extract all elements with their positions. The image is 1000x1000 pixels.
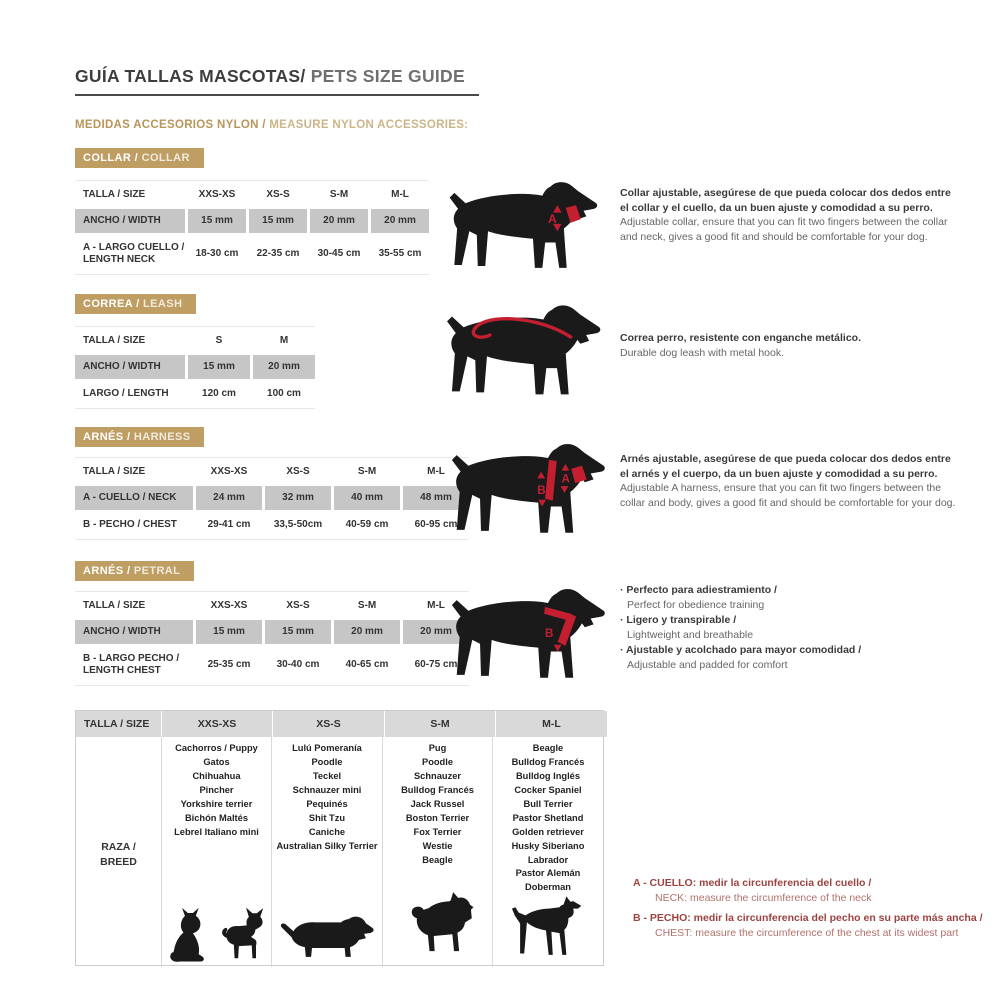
petral-bullet [620, 613, 960, 643]
collar-size-table [75, 180, 429, 275]
note-chest-en: CHEST: measure the circumference of the chest at its widest part [655, 927, 959, 940]
petral-bullet [620, 583, 960, 613]
harness-col-header: M-L [403, 459, 469, 484]
harness-cell: 29-41 cm [196, 512, 262, 538]
page-subtitle-en: MEASURE NYLON ACCESSORIES: [269, 119, 469, 131]
leash-size-table [75, 326, 315, 409]
leash-col-header: M [253, 328, 315, 353]
breed-row-label-cell [76, 737, 161, 967]
collar-cell: 18-30 cm [188, 235, 246, 273]
breed-row-label: RAZA / BREED [100, 840, 137, 868]
leash-desc-en: Durable dog leash with metal hook. [620, 346, 785, 359]
breed-col-header: XXS-XS [162, 711, 272, 737]
collar-row-label: A - LARGO CUELLO / LENGTH NECK [75, 235, 185, 273]
note-chest [633, 911, 985, 940]
dog-silhouette-petral-icon [448, 583, 613, 691]
collar-description [620, 186, 952, 245]
collar-col-header: M-L [371, 182, 429, 207]
petral-bullet-en: Adjustable and padded for comfort [627, 658, 788, 671]
leash-row-label: LARGO / LENGTH [75, 381, 185, 407]
petral-dog-illustration [448, 583, 613, 696]
breed-table-body [76, 737, 603, 965]
dog-silhouette-leash-icon [432, 300, 610, 407]
harness-badge-es: ARNÉS / [83, 431, 134, 443]
petral-cell: 60-75 cm [403, 646, 469, 684]
petral-cell: 20 mm [403, 620, 469, 644]
leash-badge-es: CORREA / [83, 298, 144, 310]
petral-cell: 15 mm [196, 620, 262, 644]
petral-badge-es: ARNÉS / [83, 565, 134, 577]
breed-list-m-l: Beagle Bulldog Francés Bulldog Inglés Cocker Spaniel Bull Terrier Pastor Shetland Golden retriever Husky Siberiano Labrador Pastor Alemán Doberman [511, 743, 585, 893]
leash-row-label: ANCHO / WIDTH [75, 355, 185, 379]
collar-measure-letter: A [547, 211, 557, 226]
schnauzer-silhouette-icon [398, 887, 478, 963]
petral-col-header: S-M [334, 593, 400, 618]
chihuahua-silhouette-icon [216, 905, 266, 963]
leash-cell: 100 cm [253, 381, 315, 407]
harness-cell: 40 mm [334, 486, 400, 510]
collar-cell: 35-55 cm [371, 235, 429, 273]
page-title-en: PETS SIZE GUIDE [305, 66, 465, 86]
collar-cell: 20 mm [371, 209, 429, 233]
breed-column-m-l [492, 737, 603, 967]
harness-cell: 48 mm [403, 486, 469, 510]
note-chest-es: B - PECHO: medir la circunferencia del pecho en su parte más ancha / [633, 912, 983, 925]
harness-desc-es: Arnés ajustable, asegúrese de que pueda colocar dos dedos entre el arnés y el cuerpo, da un buen ajuste y comodidad a su perro. [620, 453, 951, 480]
dog-silhouette-collar-icon [443, 177, 608, 280]
harness-desc-en: Adjustable A harness, ensure that you can fit two fingers between the collar and body, gives a good fit and should be comfortable for your dog. [620, 482, 956, 510]
cat-silhouette-icon [168, 905, 212, 963]
collar-col-header: S-M [310, 182, 368, 207]
harness-measure-letter-a: A [561, 472, 570, 486]
petral-cell: 25-35 cm [196, 646, 262, 684]
collar-cell: 15 mm [249, 209, 307, 233]
harness-badge-en: HARNESS [133, 431, 191, 443]
harness-size-table [75, 457, 469, 540]
note-neck-es: A - CUELLO: medir la circunferencia del cuello / [633, 877, 872, 889]
page-subtitle [75, 119, 468, 131]
page-title [75, 66, 479, 96]
collar-row-label: ANCHO / WIDTH [75, 209, 185, 233]
petral-section-badge [75, 561, 194, 581]
breed-list-s-m: Pug Poodle Schnauzer Bulldog Francés Jack Russel Boston Terrier Fox Terrier Westie Beagle [401, 743, 474, 865]
harness-description [620, 452, 960, 511]
petral-bullet-es: · Ligero y transpirable / [620, 613, 960, 628]
collar-col-header: XS-S [249, 182, 307, 207]
petral-feature-list [620, 583, 960, 672]
harness-col-header: TALLA / SIZE [75, 459, 193, 484]
leash-section-badge [75, 294, 196, 314]
collar-cell: 30-45 cm [310, 235, 368, 273]
leash-description [620, 331, 952, 360]
harness-cell: 60-95 cm [403, 512, 469, 538]
harness-dog-illustration [448, 438, 613, 551]
dog-silhouette-harness-icon [448, 438, 613, 546]
breed-silhouettes-s-m [398, 887, 478, 967]
petral-bullet-es: · Ajustable y acolchado para mayor comodidad / [620, 643, 960, 658]
collar-badge-es: COLLAR / [83, 152, 142, 164]
petral-bullet [620, 643, 960, 673]
leash-cell: 20 mm [253, 355, 315, 379]
leash-col-header: S [188, 328, 250, 353]
breed-col-header: TALLA / SIZE [76, 711, 161, 737]
petral-badge-en: PETRAL [133, 565, 181, 577]
collar-section-badge [75, 148, 204, 168]
breed-list-xxs-xs: Cachorros / Puppy Gatos Chihuahua Pincher Yorkshire terrier Bichón Maltés Lebrel Italiano mini [174, 743, 259, 837]
page-subtitle-es: MEDIDAS ACCESORIOS NYLON / [75, 119, 270, 131]
harness-cell: 32 mm [265, 486, 331, 510]
breed-size-table [75, 710, 604, 966]
harness-row-label: A - CUELLO / NECK [75, 486, 193, 510]
petral-col-header: TALLA / SIZE [75, 593, 193, 618]
doberman-silhouette-icon [498, 895, 598, 963]
petral-size-table [75, 591, 469, 686]
collar-cell: 22-35 cm [249, 235, 307, 273]
harness-col-header: S-M [334, 459, 400, 484]
petral-cell: 30-40 cm [265, 646, 331, 684]
leash-desc-es: Correa perro, resistente con enganche metálico. [620, 332, 861, 344]
harness-col-header: XS-S [265, 459, 331, 484]
leash-badge-en: LEASH [143, 298, 183, 310]
petral-bullet-en: Perfect for obedience training [627, 598, 765, 611]
petral-cell: 40-65 cm [334, 646, 400, 684]
petral-row-label: B - LARGO PECHO / LENGTH CHEST [75, 646, 193, 684]
petral-cell: 20 mm [334, 620, 400, 644]
leash-dog-illustration [432, 300, 610, 412]
collar-cell: 15 mm [188, 209, 246, 233]
breed-col-header: S-M [385, 711, 495, 737]
collar-col-header: TALLA / SIZE [75, 182, 185, 207]
harness-cell: 24 mm [196, 486, 262, 510]
breed-column-xxs-xs [161, 737, 271, 967]
measurement-notes [633, 876, 985, 947]
breed-col-header: M-L [496, 711, 607, 737]
petral-cell: 15 mm [265, 620, 331, 644]
petral-row-label: ANCHO / WIDTH [75, 620, 193, 644]
breed-column-xs-s [271, 737, 382, 967]
petral-bullet-es: · Perfecto para adiestramiento / [620, 583, 960, 598]
leash-cell: 120 cm [188, 381, 250, 407]
page-title-es: GUÍA TALLAS MASCOTAS/ [75, 66, 306, 86]
petral-col-header: XXS-XS [196, 593, 262, 618]
breed-list-xs-s: Lulú Pomeranía Poodle Teckel Schnauzer mini Pequinés Shit Tzu Caniche Australian Silky Terrier [276, 743, 378, 851]
collar-cell: 20 mm [310, 209, 368, 233]
petral-col-header: M-L [403, 593, 469, 618]
harness-section-badge [75, 427, 204, 447]
dachshund-silhouette-icon [278, 910, 376, 963]
collar-desc-es: Collar ajustable, asegúrese de que pueda colocar dos dedos entre el collar y el cuello, da un buen ajuste y comodidad a su perro. [620, 187, 951, 214]
petral-col-header: XS-S [265, 593, 331, 618]
collar-col-header: XXS-XS [188, 182, 246, 207]
harness-row-label: B - PECHO / CHEST [75, 512, 193, 538]
leash-cell: 15 mm [188, 355, 250, 379]
breed-silhouettes-xs-s [278, 910, 376, 967]
breed-silhouettes-m-l [498, 895, 598, 967]
breed-table-header [76, 711, 603, 737]
harness-cell: 40-59 cm [334, 512, 400, 538]
note-neck-en: NECK: measure the circumference of the neck [655, 891, 872, 904]
harness-col-header: XXS-XS [196, 459, 262, 484]
collar-dog-illustration [443, 177, 608, 285]
harness-measure-letter-b: B [537, 483, 546, 497]
breed-silhouettes-xxs-xs [168, 905, 266, 967]
petral-measure-letter-b: B [545, 627, 554, 640]
breed-col-header: XS-S [273, 711, 384, 737]
leash-col-header: TALLA / SIZE [75, 328, 185, 353]
collar-desc-en: Adjustable collar, ensure that you can fit two fingers between the collar and neck, gives a good fit and should be comfortable for your dog. [620, 216, 948, 244]
collar-badge-en: COLLAR [141, 152, 190, 164]
harness-cell: 33,5-50cm [265, 512, 331, 538]
breed-column-s-m [382, 737, 492, 967]
petral-bullet-en: Lightweight and breathable [627, 628, 754, 641]
note-neck [633, 876, 985, 905]
